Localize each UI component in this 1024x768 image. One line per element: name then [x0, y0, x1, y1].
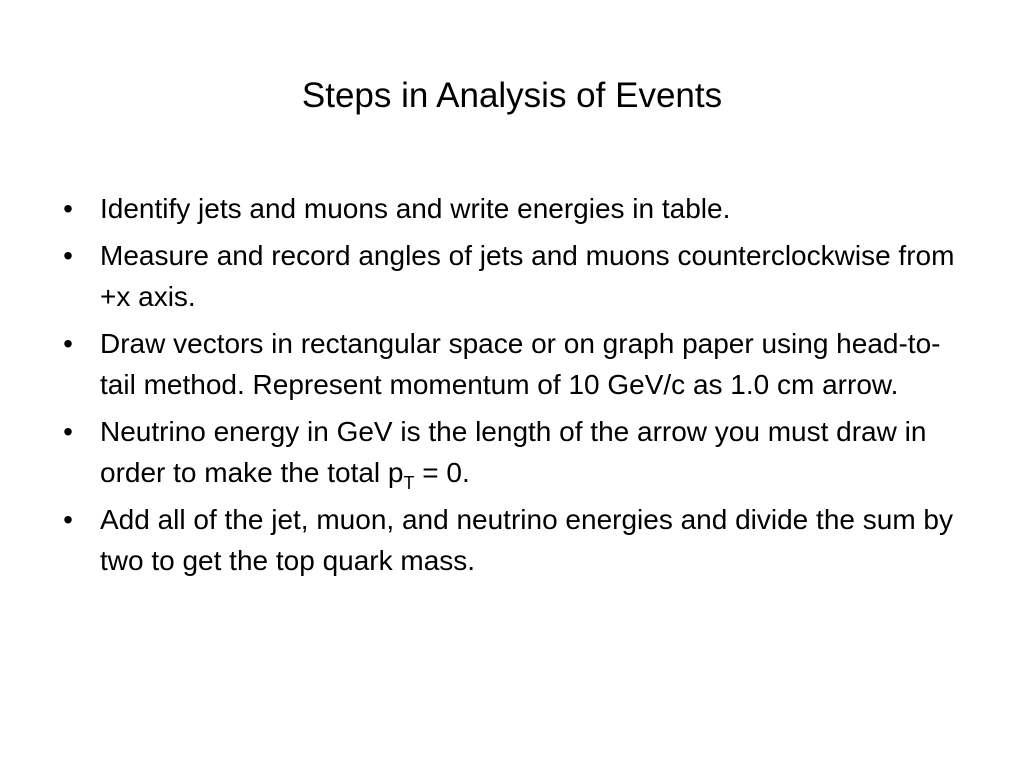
bullet-item-draw-vectors — [58, 323, 958, 405]
slide-title: Steps in Analysis of Events — [301, 76, 723, 115]
pt-subscript: T — [403, 473, 415, 493]
bullet-icon: • — [63, 504, 73, 535]
bullet-icon: • — [63, 240, 73, 271]
bullet-text: Identify jets and muons and write energies in table. — [100, 193, 731, 224]
bullet-icon: • — [63, 328, 73, 359]
bullet-text-end: = 0. — [414, 457, 470, 488]
bullet-text-main: Neutrino energy in GeV is the length of the arrow you must draw in order to make the total p — [100, 416, 927, 488]
bullet-text: Draw vectors in rectangular space or on graph paper using head-to-tail method. Represent momentum of 10 GeV/c as 1.0 cm arrow. — [100, 328, 941, 400]
bullet-icon: • — [63, 193, 73, 224]
bullet-text: Measure and record angles of jets and muons counterclockwise from +x axis. — [100, 240, 955, 312]
bullet-item-identify-jets — [58, 188, 958, 229]
bullet-item-top-quark-mass — [58, 499, 958, 581]
bullet-text: Add all of the jet, muon, and neutrino energies and divide the sum by two to get the top quark mass. — [100, 504, 953, 576]
bullet-item-measure-angles — [58, 235, 958, 317]
bullet-icon: • — [63, 416, 73, 447]
bullet-text — [100, 411, 958, 493]
bullet-item-neutrino-energy — [58, 411, 958, 493]
bullet-list — [58, 188, 958, 587]
